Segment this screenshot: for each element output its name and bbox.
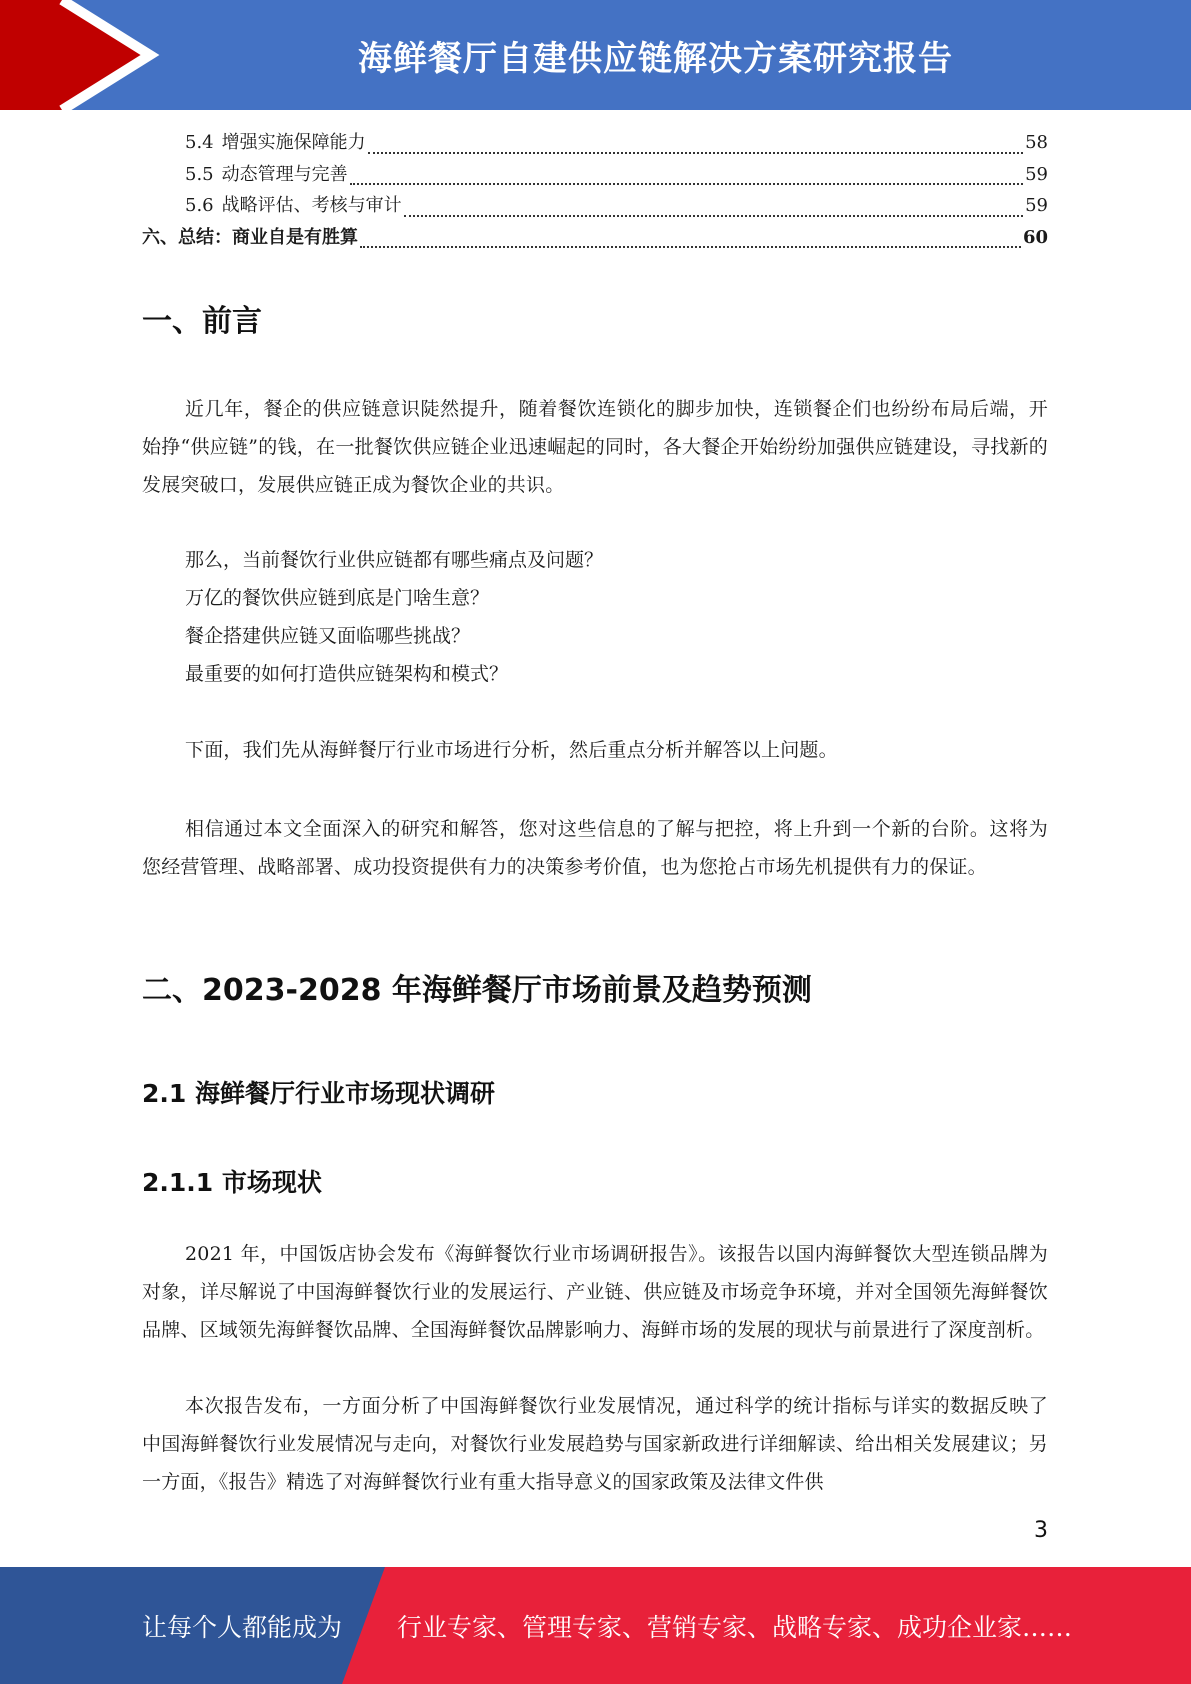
toc-leader-dots <box>368 151 1023 154</box>
preface-question-2: 万亿的餐饮供应链到底是门啥生意？ <box>185 587 490 609</box>
page-footer <box>0 1567 1191 1684</box>
toc-label: 增强实施保障能力 <box>221 132 366 153</box>
preface-question-4: 最重要的如何打造供应链架构和模式？ <box>185 663 509 685</box>
preface-paragraph-2: 下面，我们先从海鲜餐厅行业市场进行分析，然后重点分析并解答以上问题。 <box>185 739 838 761</box>
toc-entry-5-6[interactable] <box>142 191 1048 223</box>
market-status-paragraph-1: 2021 年，中国饭店协会发布《海鲜餐饮行业市场调研报告》。该报告以国内海鲜餐饮大型连锁品牌为对象，详尽解说了中国海鲜餐饮行业的发展运行、产业链、供应链及市场竞争环境，并对全国领先海鲜餐饮品牌、区域领先海鲜餐饮品牌、全国海鲜餐饮品牌影响力、海鲜市场的发展的现状与前景进行了深度剖析。 <box>142 1243 1048 1341</box>
report-title: 海鲜餐厅自建供应链解决方案研究报告 <box>358 38 953 79</box>
toc-label: 六、总结：商业自是有胜算 <box>142 226 358 248</box>
subsection-heading-2-1-1: 2.1.1 市场现状 <box>142 1168 322 1197</box>
toc-number: 5.5 <box>185 163 214 185</box>
toc-number: 5.4 <box>185 132 214 153</box>
toc-page: 59 <box>1025 195 1048 216</box>
toc-label: 战略评估、考核与审计 <box>221 195 402 216</box>
toc-entry-5-4[interactable] <box>142 128 1048 160</box>
toc-leader-dots <box>404 214 1023 217</box>
section-heading-preface: 一、前言 <box>142 304 262 339</box>
section-heading-market-outlook: 二、2023-2028 年海鲜餐厅市场前景及趋势预测 <box>142 973 812 1008</box>
toc-page: 60 <box>1022 226 1048 248</box>
toc-label: 动态管理与完善 <box>221 163 348 185</box>
toc-entry-5-5[interactable] <box>142 160 1048 192</box>
footer-slogan-left: 让每个人都能成为 <box>142 1612 343 1642</box>
toc-number: 5.6 <box>185 195 214 216</box>
table-of-contents <box>142 128 1048 254</box>
preface-paragraph-1: 近几年，餐企的供应链意识陡然提升，随着餐饮连锁化的脚步加快，连锁餐企们也纷纷布局后端，开始挣“供应链”的钱，在一批餐饮供应链企业迅速崛起的同时，各大餐企开始纷纷加强供应链建设，寻找新的发展突破口，发展供应链正成为餐饮企业的共识。 <box>142 398 1048 496</box>
preface-paragraph-3: 相信通过本文全面深入的研究和解答，您对这些信息的了解与把控，将上升到一个新的台阶。这将为您经营管理、战略部署、成功投资提供有力的决策参考价值，也为您抢占市场先机提供有力的保证。 <box>142 818 1048 878</box>
subsection-heading-2-1: 2.1 海鲜餐厅行业市场现状调研 <box>142 1079 495 1108</box>
preface-question-1: 那么，当前餐饮行业供应链都有哪些痛点及问题？ <box>185 549 604 571</box>
preface-question-3: 餐企搭建供应链又面临哪些挑战？ <box>185 625 471 647</box>
page-header <box>0 0 1191 110</box>
red-chevron-decoration <box>0 0 160 110</box>
toc-page: 58 <box>1025 132 1048 153</box>
footer-slogan-right: 行业专家、管理专家、营销专家、战略专家、成功企业家…… <box>397 1612 1073 1642</box>
market-status-paragraph-2: 本次报告发布，一方面分析了中国海鲜餐饮行业发展情况，通过科学的统计指标与详实的数据反映了中国海鲜餐饮行业发展情况与走向，对餐饮行业发展趋势与国家新政进行详细解读、给出相关发展建议；另一方面，《报告》精选了对海鲜餐饮行业有重大指导意义的国家政策及法律文件供 <box>142 1395 1048 1493</box>
toc-entry-6[interactable] <box>142 223 1048 255</box>
toc-leader-dots <box>360 245 1021 248</box>
toc-page: 59 <box>1025 163 1048 185</box>
page-number: 3 <box>1034 1518 1048 1543</box>
toc-leader-dots <box>350 182 1023 185</box>
